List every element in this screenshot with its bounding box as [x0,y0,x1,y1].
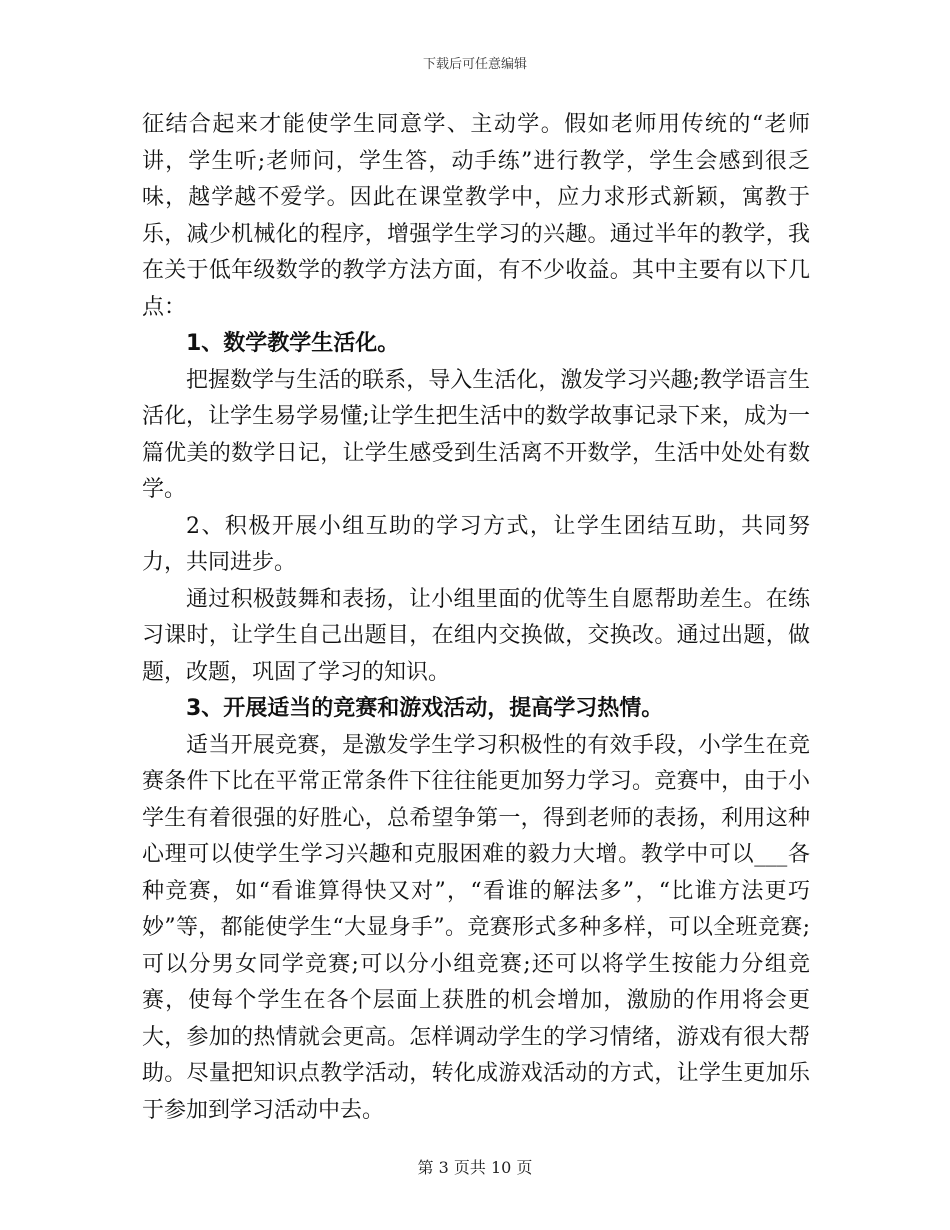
paragraph-item-2: 通过积极鼓舞和表扬，让小组里面的优等生自愿帮助差生。在练习课时，让学生自己出题目，在组内交换做，交换改。通过出题，做题，改题，巩固了学习的知识。 [142,586,810,685]
paragraph-intro-continued: 征结合起来才能使学生同意学、主动学。假如老师用传统的“老师讲，学生听;老师问，学生答，动手练”进行教学，学生会感到很乏味，越学越不爱学。因此在课堂教学中，应力求形式新颖，寓教于乐，减少机械化的程序，增强学生学习的兴趣。通过半年的教学，我在关于低年级数学的教学方法方面，有不少收益。其中主要有以下几点： [142,112,810,320]
paragraph-item-1: 把握数学与生活的联系，导入生活化，激发学习兴趣;教学语言生活化，让学生易学易懂;让学生把生活中的数学故事记录下来，成为一篇优美的数学日记，让学生感受到生活离不开数学，生活中处处有数学。 [142,367,810,502]
heading-item-2: 2、积极开展小组互助的学习方式，让学生团结互助，共同努力，共同进步。 [142,513,810,575]
document-body [142,107,810,1129]
page-footer: 第 3 页共 10 页 [417,1158,533,1177]
heading-item-1: 1、数学教学生活化。 [186,331,400,356]
paragraph-item-3: 适当开展竞赛，是激发学生学习积极性的有效手段，小学生在竞赛条件下比在平常正常条件下往往能更加努力学习。竞赛中，由于小学生有着很强的好胜心，总希望争第一，得到老师的表扬，利用这种心理可以使学生学习兴趣和克服困难的毅力大增。教学中可以___各种竞赛，如“看谁算得快又对”，“看谁的解法多”，“比谁方法更巧妙”等，都能使学生“大显身手”。竞赛形式多种多样，可以全班竞赛;可以分男女同学竞赛;可以分小组竞赛;还可以将学生按能力分组竞赛，使每个学生在各个层面上获胜的机会增加，激励的作用将会更大，参加的热情就会更高。怎样调动学生的学习情绪，游戏有很大帮助。尽量把知识点教学活动，转化成游戏活动的方式，让学生更加乐于参加到学习活动中去。 [142,732,810,1123]
heading-item-3: 3、开展适当的竞赛和游戏活动，提高学习热情。 [186,696,664,721]
page-header: 下载后可任意编辑 [422,57,527,72]
